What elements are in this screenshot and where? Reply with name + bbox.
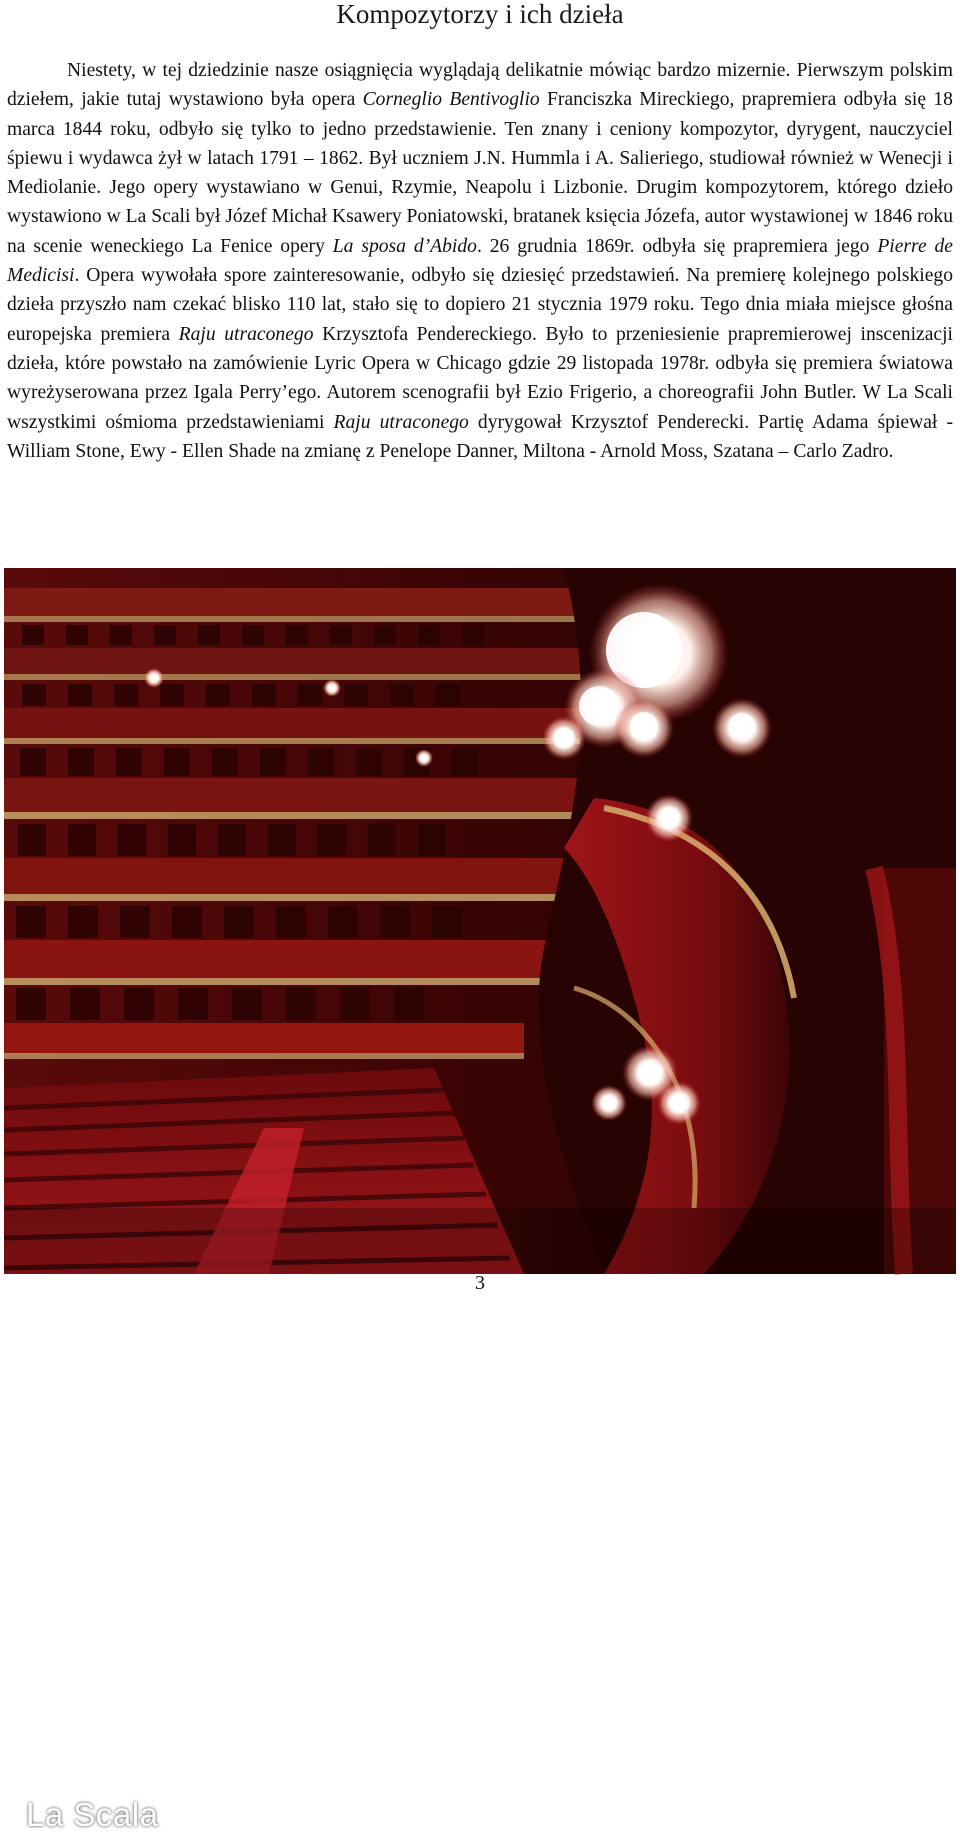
photographer-signature [812, 1812, 952, 1836]
opera-title: La sposa d’Abido [332, 235, 477, 257]
page-number: 3 [475, 1272, 485, 1294]
text-segment: . Opera wywołała spore zainteresowanie, odbyło się dziesięć przedstawień. Na premierę kolejnego polskiego dzieła przyszło nam czekać blisko 110 lat, stało się to dopiero 21 stycznia 1979 roku. Tego dnia miała miejsce głośna europejska premiera [7, 265, 953, 345]
theatre-interior-illustration [4, 568, 956, 1274]
opera-title: Corneglio Bentivoglio [362, 89, 540, 111]
text-segment: dyrygował Krzysztof Penderecki. Partię Adama śpiewał - William Stone, Ewy - Ellen Shade na zmianę z Penelope Danner, Miltona - Arnold Moss, Szatana – Carlo Zadro. [7, 411, 953, 462]
text-segment: Krzysztofa Pendereckiego. Było to przeniesienie prapremierowej inscenizacji dzieła, które powstało na zamówienie Lyric Opera w Chicago gdzie 29 listopada 1978r. odbyła się premiera światowa wyreżyserowana przez Igala Perry’ego. Autorem scenografii był Ezio Frigerio, a choreografii John Butler. W La Scali wszystkimi ośmioma przedstawieniami [7, 323, 953, 433]
text-segment: Niestety, w tej dziedzinie nasze osiągnięcia wyglądają delikatnie mówiąc bardzo mizernie. Pierwszym polskim dziełem, jakie tutaj wystawiono była opera [7, 60, 953, 111]
la-scala-photo [4, 568, 956, 1833]
photo-caption: La Scala [26, 1796, 159, 1833]
text-segment: Franciszka Mireckiego, prapremiera odbyła się 18 marca 1844 roku, odbyło się tylko to jedno przedstawienie. Ten znany i ceniony kompozytor, dyrygent, nauczyciel śpiewu i wydawca żył w latach 1791 – 1862. Był uczniem J.N. Hummla i A. Salieriego, studiował również w Wenecji i Mediolanie. Jego opery wystawiano w Genui, Rzymie, Neapolu i Lizbonie. Drugim kompozytorem, którego dzieło wystawiono w La Scali był Józef Michał Ksawery Poniatowski, bratanek księcia Józefa, autor wystawionej w 1846 roku na scenie weneckiego La Fenice opery [7, 89, 953, 257]
opera-title: Raju utraconego [178, 323, 314, 345]
article-paragraph [7, 56, 953, 466]
text-segment: . 26 grudnia 1869r. odbyła się prapremiera jego [476, 235, 878, 257]
opera-title: Pierre de Medicisi [7, 235, 954, 287]
article-body [7, 56, 953, 466]
opera-title: Raju utraconego [333, 411, 469, 433]
page-title: Kompozytorzy i ich dzieła [336, 0, 624, 29]
